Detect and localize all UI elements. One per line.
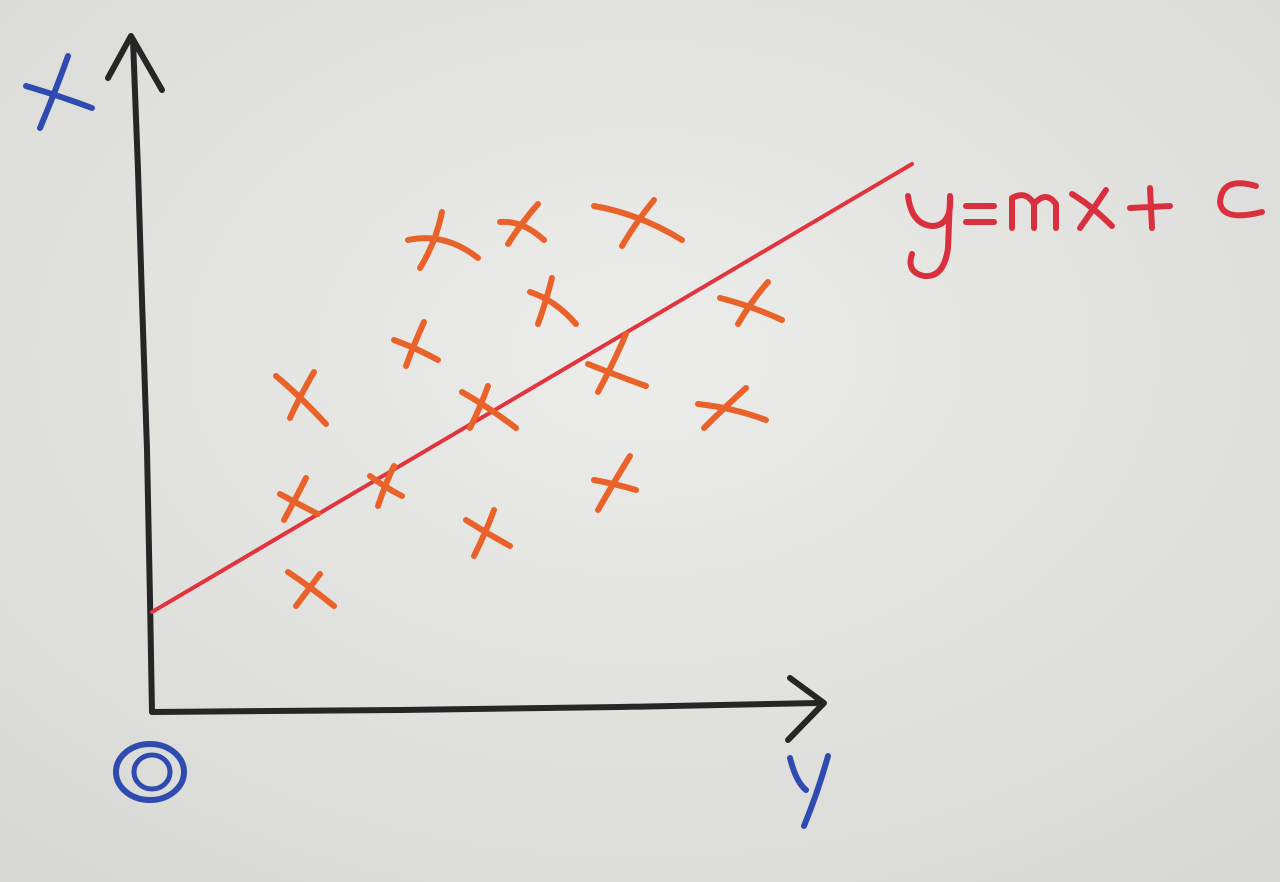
origin-label-text (150, 779, 151, 781)
